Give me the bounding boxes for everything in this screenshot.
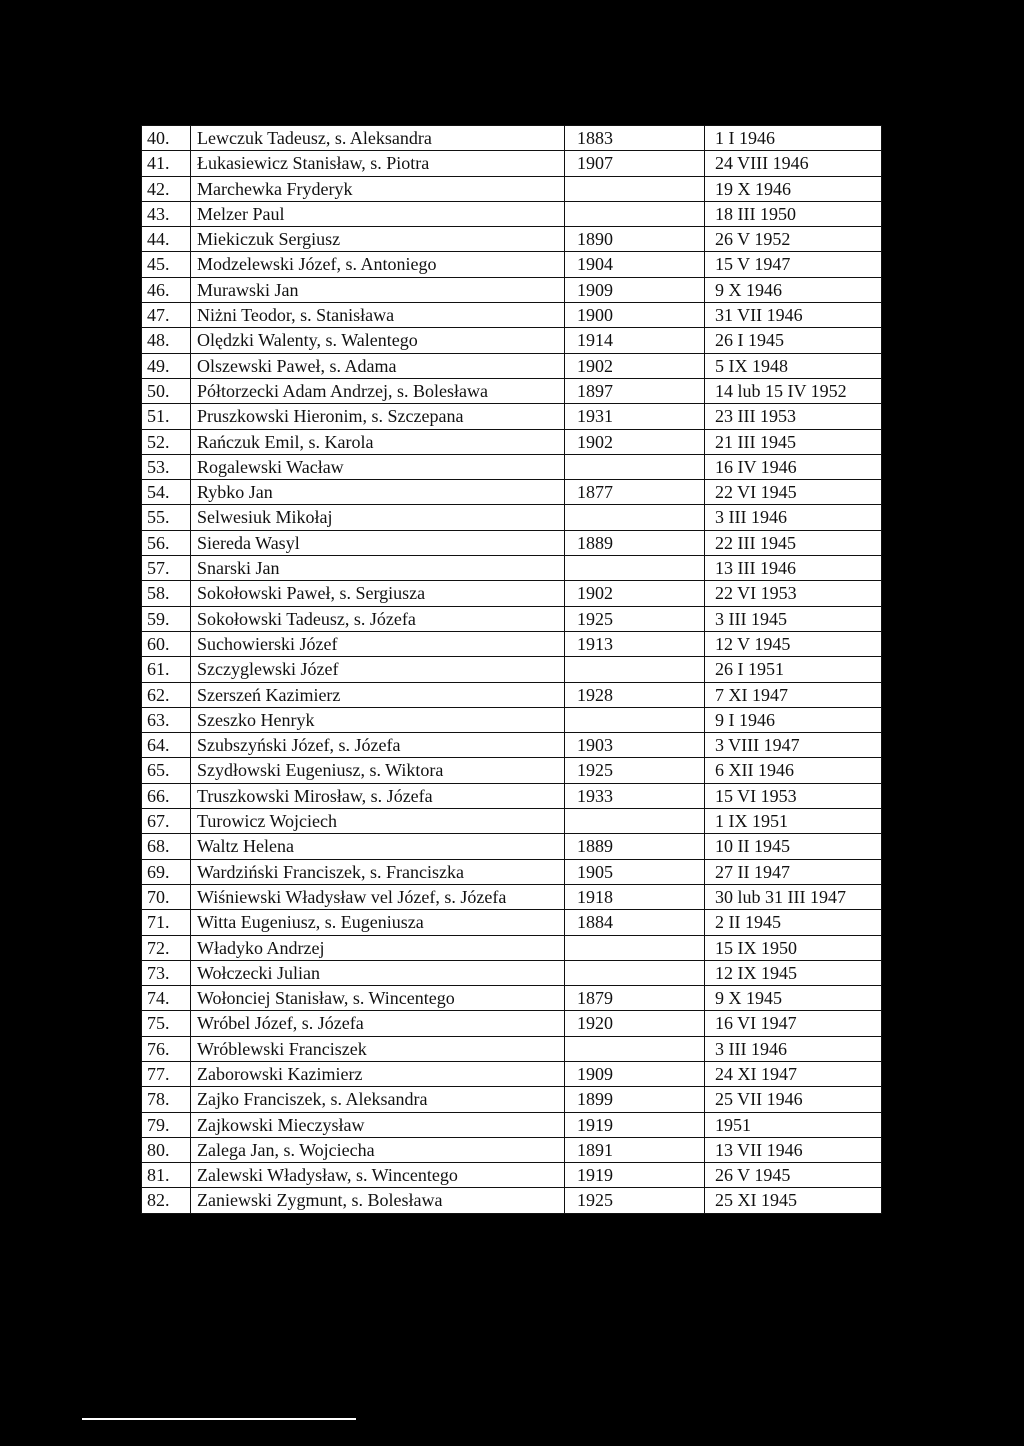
birth-year: 1889 — [565, 530, 705, 555]
person-name: Zaborowski Kazimierz — [191, 1061, 565, 1086]
death-date: 22 VI 1953 — [705, 581, 882, 606]
table-row — [142, 1137, 882, 1162]
row-number: 47. — [142, 303, 191, 328]
row-number: 60. — [142, 631, 191, 656]
birth-year — [565, 556, 705, 581]
table-row — [142, 783, 882, 808]
birth-year — [565, 454, 705, 479]
table-row — [142, 404, 882, 429]
birth-year: 1919 — [565, 1163, 705, 1188]
death-date: 5 IX 1948 — [705, 353, 882, 378]
person-name: Szczyglewski Józef — [191, 657, 565, 682]
death-date: 12 IX 1945 — [705, 960, 882, 985]
death-date: 3 III 1946 — [705, 1036, 882, 1061]
row-number: 40. — [142, 126, 191, 151]
row-number: 65. — [142, 758, 191, 783]
death-date: 16 IV 1946 — [705, 454, 882, 479]
person-name: Olszewski Paweł, s. Adama — [191, 353, 565, 378]
death-date: 1 I 1946 — [705, 126, 882, 151]
table-row — [142, 505, 882, 530]
death-date: 24 VIII 1946 — [705, 151, 882, 176]
birth-year: 1914 — [565, 328, 705, 353]
birth-year — [565, 935, 705, 960]
person-name: Snarski Jan — [191, 556, 565, 581]
person-name: Zalega Jan, s. Wojciecha — [191, 1137, 565, 1162]
row-number: 81. — [142, 1163, 191, 1188]
birth-year — [565, 657, 705, 682]
birth-year: 1902 — [565, 353, 705, 378]
table-row — [142, 353, 882, 378]
person-name: Władyko Andrzej — [191, 935, 565, 960]
person-name: Półtorzecki Adam Andrzej, s. Bolesława — [191, 378, 565, 403]
row-number: 49. — [142, 353, 191, 378]
birth-year — [565, 960, 705, 985]
row-number: 68. — [142, 834, 191, 859]
death-date: 30 lub 31 III 1947 — [705, 884, 882, 909]
table-row — [142, 176, 882, 201]
row-number: 59. — [142, 606, 191, 631]
death-date: 19 X 1946 — [705, 176, 882, 201]
death-date: 3 VIII 1947 — [705, 733, 882, 758]
table-row — [142, 1112, 882, 1137]
row-number: 56. — [142, 530, 191, 555]
death-date: 16 VI 1947 — [705, 1011, 882, 1036]
person-name: Wołczecki Julian — [191, 960, 565, 985]
person-name: Suchowierski Józef — [191, 631, 565, 656]
person-name: Olędzki Walenty, s. Walentego — [191, 328, 565, 353]
person-name: Łukasiewicz Stanisław, s. Piotra — [191, 151, 565, 176]
death-date: 10 II 1945 — [705, 834, 882, 859]
birth-year: 1902 — [565, 581, 705, 606]
person-name: Marchewka Fryderyk — [191, 176, 565, 201]
birth-year: 1884 — [565, 910, 705, 935]
death-date: 9 X 1945 — [705, 986, 882, 1011]
person-name: Sokołowski Tadeusz, s. Józefa — [191, 606, 565, 631]
row-number: 66. — [142, 783, 191, 808]
death-date: 1951 — [705, 1112, 882, 1137]
person-name: Murawski Jan — [191, 277, 565, 302]
birth-year: 1909 — [565, 1061, 705, 1086]
person-name: Szydłowski Eugeniusz, s. Wiktora — [191, 758, 565, 783]
row-number: 57. — [142, 556, 191, 581]
register-table — [141, 125, 882, 1214]
person-name: Waltz Helena — [191, 834, 565, 859]
birth-year: 1925 — [565, 1188, 705, 1213]
table-row — [142, 556, 882, 581]
death-date: 26 V 1945 — [705, 1163, 882, 1188]
table-row — [142, 126, 882, 151]
death-date: 22 III 1945 — [705, 530, 882, 555]
person-name: Wróblewski Franciszek — [191, 1036, 565, 1061]
row-number: 44. — [142, 227, 191, 252]
person-name: Sokołowski Paweł, s. Sergiusza — [191, 581, 565, 606]
person-name: Wołonciej Stanisław, s. Wincentego — [191, 986, 565, 1011]
table-row — [142, 151, 882, 176]
table-row — [142, 733, 882, 758]
row-number: 79. — [142, 1112, 191, 1137]
table-row — [142, 252, 882, 277]
person-name: Miekiczuk Sergiusz — [191, 227, 565, 252]
birth-year: 1918 — [565, 884, 705, 909]
person-name: Wróbel Józef, s. Józefa — [191, 1011, 565, 1036]
person-name: Pruszkowski Hieronim, s. Szczepana — [191, 404, 565, 429]
person-name: Szubszyński Józef, s. Józefa — [191, 733, 565, 758]
person-name: Szeszko Henryk — [191, 707, 565, 732]
death-date: 22 VI 1945 — [705, 480, 882, 505]
death-date: 26 I 1951 — [705, 657, 882, 682]
death-date: 9 X 1946 — [705, 277, 882, 302]
death-date: 26 I 1945 — [705, 328, 882, 353]
death-date: 1 IX 1951 — [705, 809, 882, 834]
table-row — [142, 277, 882, 302]
table-row — [142, 682, 882, 707]
person-name: Szerszeń Kazimierz — [191, 682, 565, 707]
table-row — [142, 429, 882, 454]
death-date: 13 VII 1946 — [705, 1137, 882, 1162]
death-date: 2 II 1945 — [705, 910, 882, 935]
row-number: 80. — [142, 1137, 191, 1162]
death-date: 24 XI 1947 — [705, 1061, 882, 1086]
birth-year: 1879 — [565, 986, 705, 1011]
birth-year: 1925 — [565, 758, 705, 783]
row-number: 62. — [142, 682, 191, 707]
table-row — [142, 809, 882, 834]
row-number: 72. — [142, 935, 191, 960]
birth-year: 1925 — [565, 606, 705, 631]
row-number: 43. — [142, 201, 191, 226]
person-name: Zajkowski Mieczysław — [191, 1112, 565, 1137]
death-date: 27 II 1947 — [705, 859, 882, 884]
birth-year — [565, 201, 705, 226]
birth-year: 1903 — [565, 733, 705, 758]
table-row — [142, 859, 882, 884]
birth-year: 1905 — [565, 859, 705, 884]
person-name: Rybko Jan — [191, 480, 565, 505]
birth-year: 1933 — [565, 783, 705, 808]
death-date: 25 XI 1945 — [705, 1188, 882, 1213]
row-number: 73. — [142, 960, 191, 985]
table-row — [142, 1163, 882, 1188]
table-row — [142, 581, 882, 606]
person-name: Zalewski Władysław, s. Wincentego — [191, 1163, 565, 1188]
death-date: 26 V 1952 — [705, 227, 882, 252]
person-name: Niżni Teodor, s. Stanisława — [191, 303, 565, 328]
table-row — [142, 657, 882, 682]
birth-year: 1897 — [565, 378, 705, 403]
table-row — [142, 201, 882, 226]
death-date: 25 VII 1946 — [705, 1087, 882, 1112]
table-row — [142, 910, 882, 935]
table-row — [142, 1087, 882, 1112]
person-name: Wardziński Franciszek, s. Franciszka — [191, 859, 565, 884]
table-row — [142, 454, 882, 479]
row-number: 55. — [142, 505, 191, 530]
row-number: 50. — [142, 378, 191, 403]
person-name: Modzelewski Józef, s. Antoniego — [191, 252, 565, 277]
row-number: 75. — [142, 1011, 191, 1036]
row-number: 52. — [142, 429, 191, 454]
table-row — [142, 884, 882, 909]
birth-year: 1883 — [565, 126, 705, 151]
table-row — [142, 986, 882, 1011]
birth-year: 1891 — [565, 1137, 705, 1162]
person-name: Rogalewski Wacław — [191, 454, 565, 479]
row-number: 45. — [142, 252, 191, 277]
birth-year: 1902 — [565, 429, 705, 454]
person-name: Turowicz Wojciech — [191, 809, 565, 834]
row-number: 74. — [142, 986, 191, 1011]
death-date: 14 lub 15 IV 1952 — [705, 378, 882, 403]
row-number: 58. — [142, 581, 191, 606]
row-number: 78. — [142, 1087, 191, 1112]
person-name: Zajko Franciszek, s. Aleksandra — [191, 1087, 565, 1112]
row-number: 67. — [142, 809, 191, 834]
death-date: 15 IX 1950 — [705, 935, 882, 960]
row-number: 64. — [142, 733, 191, 758]
row-number: 61. — [142, 657, 191, 682]
table-row — [142, 631, 882, 656]
table-row — [142, 480, 882, 505]
table-row — [142, 328, 882, 353]
person-name: Selwesiuk Mikołaj — [191, 505, 565, 530]
row-number: 63. — [142, 707, 191, 732]
row-number: 77. — [142, 1061, 191, 1086]
row-number: 82. — [142, 1188, 191, 1213]
row-number: 53. — [142, 454, 191, 479]
birth-year: 1900 — [565, 303, 705, 328]
row-number: 51. — [142, 404, 191, 429]
row-number: 41. — [142, 151, 191, 176]
row-number: 76. — [142, 1036, 191, 1061]
table-row — [142, 1011, 882, 1036]
death-date: 9 I 1946 — [705, 707, 882, 732]
row-number: 69. — [142, 859, 191, 884]
table-row — [142, 935, 882, 960]
birth-year: 1889 — [565, 834, 705, 859]
birth-year — [565, 176, 705, 201]
birth-year: 1899 — [565, 1087, 705, 1112]
footnote-rule — [82, 1418, 356, 1420]
death-date: 23 III 1953 — [705, 404, 882, 429]
person-name: Melzer Paul — [191, 201, 565, 226]
birth-year — [565, 809, 705, 834]
birth-year: 1913 — [565, 631, 705, 656]
death-date: 15 VI 1953 — [705, 783, 882, 808]
birth-year: 1904 — [565, 252, 705, 277]
row-number: 54. — [142, 480, 191, 505]
table-row — [142, 960, 882, 985]
death-date: 3 III 1945 — [705, 606, 882, 631]
birth-year — [565, 707, 705, 732]
table-row — [142, 378, 882, 403]
death-date: 31 VII 1946 — [705, 303, 882, 328]
birth-year: 1931 — [565, 404, 705, 429]
birth-year: 1877 — [565, 480, 705, 505]
birth-year: 1928 — [565, 682, 705, 707]
table-row — [142, 1036, 882, 1061]
table-row — [142, 227, 882, 252]
person-name: Truszkowski Mirosław, s. Józefa — [191, 783, 565, 808]
death-date: 12 V 1945 — [705, 631, 882, 656]
table-row — [142, 758, 882, 783]
row-number: 48. — [142, 328, 191, 353]
table-row — [142, 530, 882, 555]
person-name: Zaniewski Zygmunt, s. Bolesława — [191, 1188, 565, 1213]
register-body — [142, 126, 882, 1214]
death-date: 18 III 1950 — [705, 201, 882, 226]
death-date: 6 XII 1946 — [705, 758, 882, 783]
row-number: 46. — [142, 277, 191, 302]
person-name: Witta Eugeniusz, s. Eugeniusza — [191, 910, 565, 935]
person-name: Rańczuk Emil, s. Karola — [191, 429, 565, 454]
birth-year — [565, 505, 705, 530]
birth-year: 1920 — [565, 1011, 705, 1036]
birth-year: 1890 — [565, 227, 705, 252]
table-row — [142, 303, 882, 328]
table-row — [142, 1061, 882, 1086]
birth-year: 1919 — [565, 1112, 705, 1137]
table-row — [142, 834, 882, 859]
person-name: Lewczuk Tadeusz, s. Aleksandra — [191, 126, 565, 151]
row-number: 71. — [142, 910, 191, 935]
death-date: 7 XI 1947 — [705, 682, 882, 707]
row-number: 42. — [142, 176, 191, 201]
death-date: 15 V 1947 — [705, 252, 882, 277]
death-date: 3 III 1946 — [705, 505, 882, 530]
person-name: Siereda Wasyl — [191, 530, 565, 555]
person-name: Wiśniewski Władysław vel Józef, s. Józefa — [191, 884, 565, 909]
table-row — [142, 1188, 882, 1213]
death-date: 13 III 1946 — [705, 556, 882, 581]
birth-year: 1907 — [565, 151, 705, 176]
birth-year — [565, 1036, 705, 1061]
table-row — [142, 606, 882, 631]
row-number: 70. — [142, 884, 191, 909]
death-date: 21 III 1945 — [705, 429, 882, 454]
birth-year: 1909 — [565, 277, 705, 302]
table-row — [142, 707, 882, 732]
